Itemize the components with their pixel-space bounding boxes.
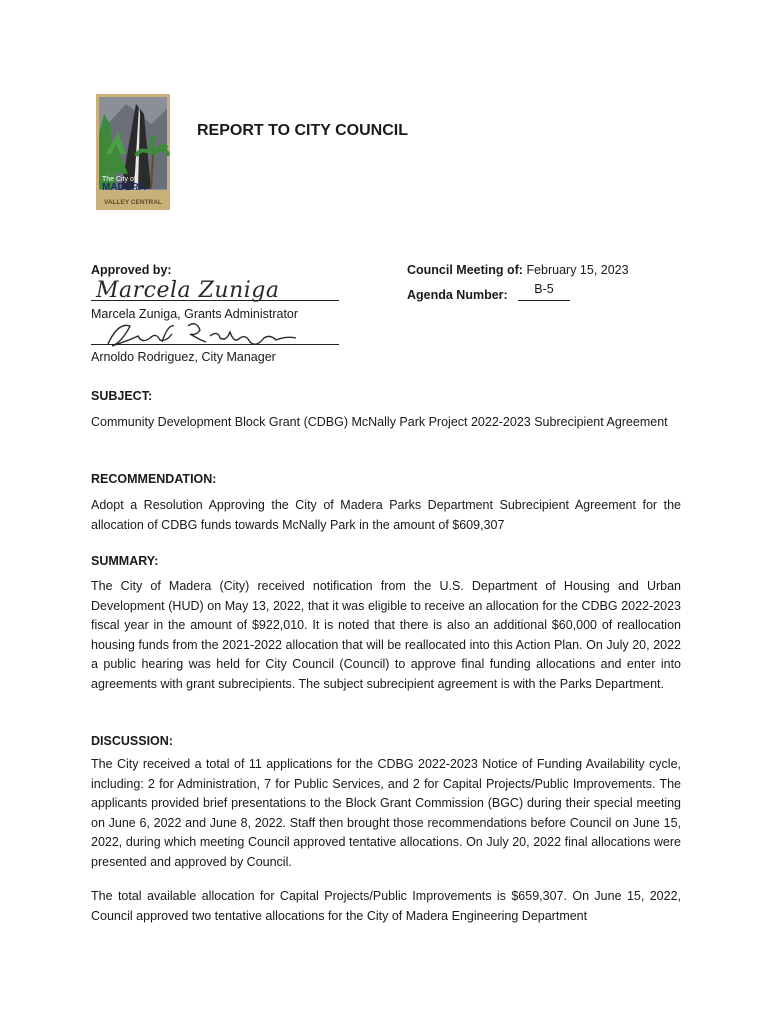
approved-by-label: Approved by: — [91, 263, 172, 277]
council-meeting-label: Council Meeting of: — [407, 263, 523, 277]
logo-line3: VALLEY CENTRAL — [104, 199, 162, 206]
discussion-heading: DISCUSSION: — [91, 734, 173, 748]
council-meeting-info — [407, 263, 629, 277]
signer-1-name: Marcela Zuniga, Grants Administrator — [91, 307, 299, 321]
subject-text: Community Development Block Grant (CDBG) McNally Park Project 2022-2023 Subrecipient Agreement — [91, 415, 668, 429]
agenda-number-value: B-5 — [534, 282, 554, 296]
logo-line2: MADERA — [102, 182, 146, 193]
agenda-number-label: Agenda Number: — [407, 288, 508, 302]
recommendation-heading: RECOMMENDATION: — [91, 472, 217, 486]
council-meeting-date: February 15, 2023 — [522, 263, 629, 277]
signature-line-1 — [91, 300, 339, 301]
agenda-number-line — [518, 300, 570, 301]
summary-heading: SUMMARY: — [91, 554, 159, 568]
city-of-madera-logo — [96, 94, 170, 210]
report-title: REPORT TO CITY COUNCIL — [197, 122, 408, 139]
summary-text: The City of Madera (City) received notification from the U.S. Department of Housing and Urban Development (HUD) on May 13, 2022, that it was eligible to receive an allocation for the CDBG 2022-2023 fiscal year in the amount of $922,010. It is noted that there is also an additional $60,000 of reallocation housing funds from the 2021-2022 allocation that will be reallocated into this Action Plan. On July 20, 2022 a public hearing was held for City Council (Council) to approve final funding allocations and enter into agreements with grant subrecipients. The subject subrecipient agreement is with the Parks Department. — [91, 579, 681, 691]
discussion-paragraph-1: The City received a total of 11 applications for the CDBG 2022-2023 Notice of Funding Availability cycle, including: 2 for Administration, 7 for Public Services, and 2 for Capital Projects/Public Improvements. The applicants provided brief presentations to the Block Grant Commission (BGC) during their special meeting on June 6, 2022 and June 8, 2022. Staff then brought those recommendations before Council on June 15, 2022, during which meeting Council approved tentative allocations. On July 20, 2022 final allocations were presented and approved by Council. — [91, 757, 681, 869]
signer-2-name: Arnoldo Rodriguez, City Manager — [91, 350, 276, 364]
signature-line-2 — [91, 344, 339, 345]
discussion-paragraph-2: The total available allocation for Capital Projects/Public Improvements is $659,307. On June 15, 2022, Council approved two tentative allocations for the City of Madera Engineering Department — [91, 889, 681, 923]
subject-heading: SUBJECT: — [91, 389, 153, 403]
recommendation-text: Adopt a Resolution Approving the City of Madera Parks Department Subrecipient Agreement for the allocation of CDBG funds towards McNally Park in the amount of $609,307 — [91, 498, 681, 532]
signature-marcela-zuniga: Marcela Zuniga — [96, 278, 280, 303]
logo-line1: The City of — [102, 176, 136, 183]
